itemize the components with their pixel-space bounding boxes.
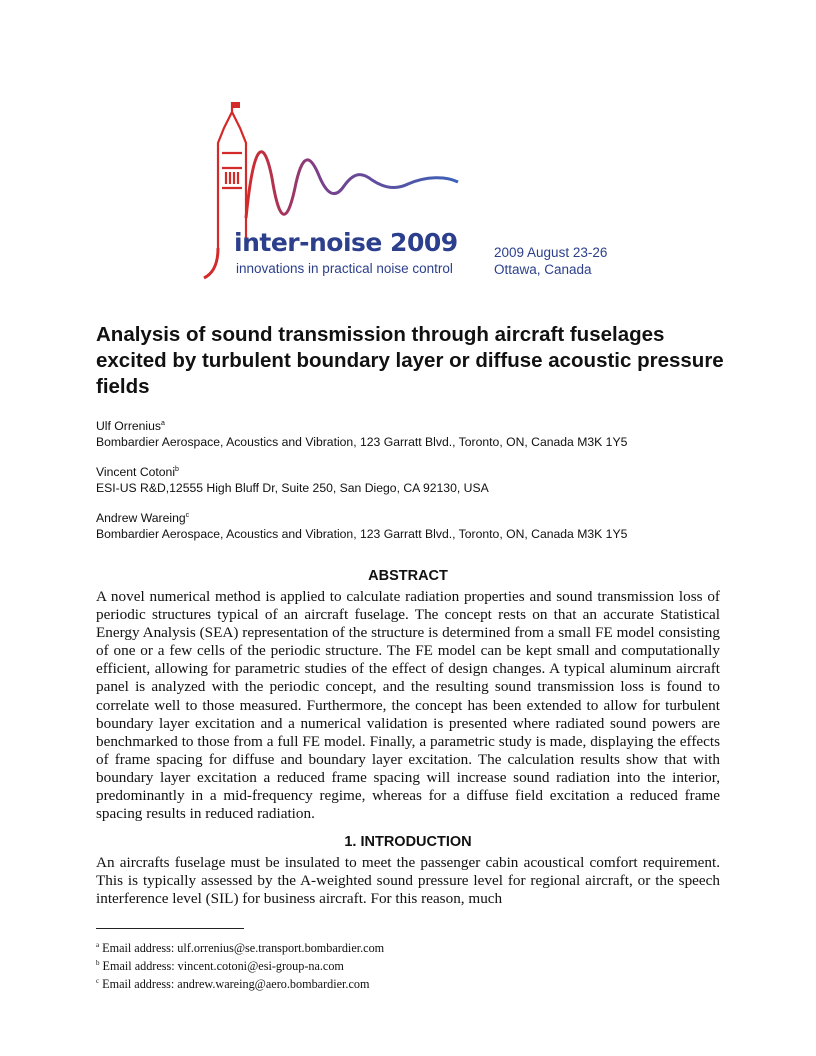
footnote: $^c$ Email address: andrew.wareing@aero.bombardier.com	[96, 977, 370, 992]
author-block	[96, 508, 736, 542]
introduction-text: An aircrafts fuselage must be insulated to meet the passenger cabin acoustical comfort requirement. This is typically assessed by the A-weighted sound pressure level for regional aircraft, or the speech interference level (SIL) for business aircraft. For this reason, much	[96, 854, 720, 908]
footnote: $^a$ Email address: ulf.orrenius@se.transport.bombardier.com	[96, 941, 385, 956]
author-name: Vincent Cotoni	[96, 465, 176, 480]
conference-logo	[196, 98, 636, 288]
conference-location: Ottawa, Canada	[494, 262, 592, 277]
author-affiliation: Bombardier Aerospace, Acoustics and Vibration, 123 Garratt Blvd., Toronto, ON, Canada M3K 1Y5	[96, 527, 628, 542]
author-affiliation: ESI-US R&D,12555 High Bluff Dr, Suite 250, San Diego, CA 92130, USA	[96, 481, 489, 496]
author-mark: b	[175, 466, 179, 474]
paper-title: Analysis of sound transmission through aircraft fuselages excited by turbulent boundary layer or diffuse acoustic pressure fields	[96, 323, 724, 398]
author-name: Andrew Wareing	[96, 511, 186, 526]
conference-name: inter-noise 2009	[234, 228, 458, 257]
introduction-heading: 1. INTRODUCTION	[344, 834, 472, 850]
author-block	[96, 416, 736, 450]
conference-tagline: innovations in practical noise control	[236, 261, 453, 276]
conference-date: 2009 August 23-26	[494, 245, 608, 260]
footnotes	[96, 938, 384, 992]
author-mark: c	[185, 512, 190, 520]
tower-icon	[218, 102, 246, 248]
abstract-heading: ABSTRACT	[368, 568, 448, 584]
author-affiliation: Bombardier Aerospace, Acoustics and Vibration, 123 Garratt Blvd., Toronto, ON, Canada M3K 1Y5	[96, 435, 628, 450]
author-mark: a	[161, 420, 165, 427]
abstract-text: A novel numerical method is applied to calculate radiation properties and sound transmission loss of periodic structures typical of an aircraft fuselage. The concept rests on that an accurate Statistical Energy Analysis (SEA) representation of the structure is determined from a small FE model consisting of one or a few cells of the periodic structure. The FE model can be kept small and computationally efficient, allowing for parametric studies of the effect of design changes. A typical aluminum aircraft panel is analyzed with the periodic concept, and the resulting sound transmission loss is found to correlate well to those measured. Furthermore, the concept has been extended to allow for turbulent boundary layer excitation and a numerical validation is presented where radiated sound powers are benchmarked to those from a full FE model. Finally, a parametric study is made, displaying the effects of frame spacing for diffuse and boundary layer excitation. The calculation results show that with boundary layer excitation a reduced frame spacing will increase sound radiation into the interior, predominantly in a mid-frequency regime, whereas for a diffuse field excitation a reduced frame spacing results in reduced radiation.	[96, 588, 720, 823]
author-list	[96, 416, 736, 554]
author-block	[96, 462, 736, 496]
footnote-divider	[96, 928, 244, 929]
sound-wave-icon	[246, 152, 458, 218]
author-name: Ulf Orrenius	[96, 419, 162, 434]
footnote: $^b$ Email address: vincent.cotoni@esi-group-na.com	[96, 959, 344, 974]
